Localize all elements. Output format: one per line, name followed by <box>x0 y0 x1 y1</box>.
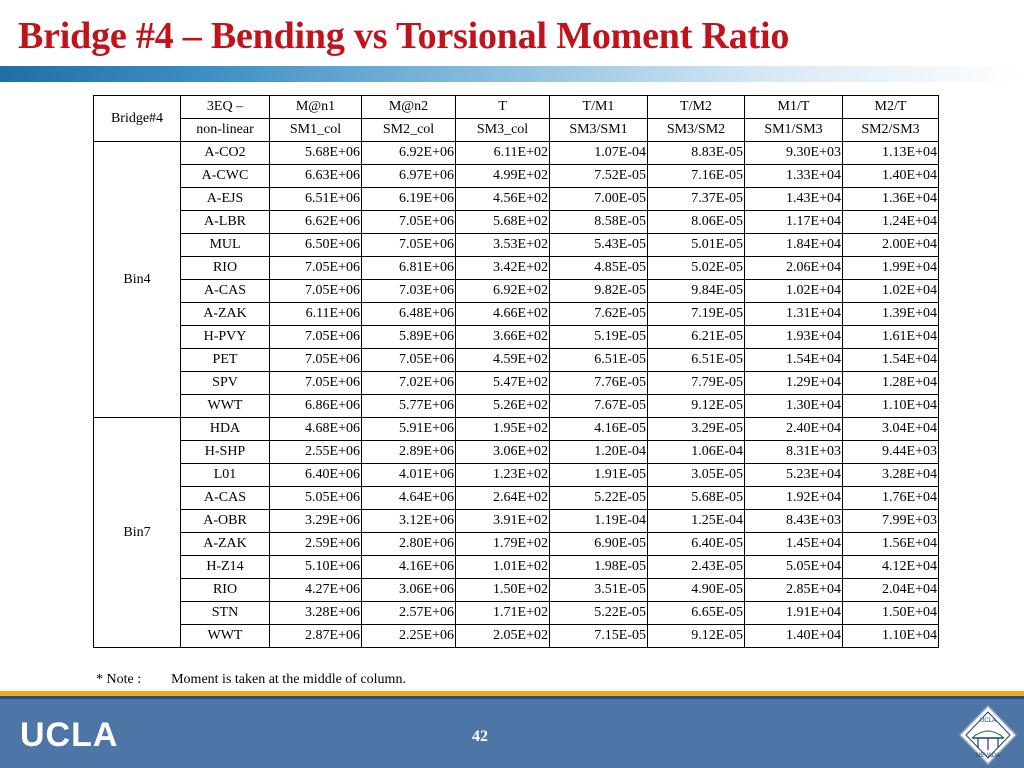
moment-ratio-table <box>93 95 939 648</box>
value-cell: 9.30E+03 <box>745 142 843 165</box>
value-cell: 2.00E+04 <box>843 234 939 257</box>
value-cell: 5.47E+02 <box>456 372 550 395</box>
value-cell: 7.99E+03 <box>843 510 939 533</box>
value-cell: 1.25E-04 <box>648 510 745 533</box>
value-cell: 4.64E+06 <box>362 487 456 510</box>
value-cell: 1.54E+04 <box>843 349 939 372</box>
value-cell: 2.80E+06 <box>362 533 456 556</box>
value-cell: 6.90E-05 <box>550 533 648 556</box>
header-row-1 <box>94 96 939 119</box>
value-cell: 3.06E+06 <box>362 579 456 602</box>
value-cell: 7.05E+06 <box>270 372 362 395</box>
header-cell: SM3/SM1 <box>550 119 648 142</box>
value-cell: 3.28E+06 <box>270 602 362 625</box>
value-cell: 3.29E+06 <box>270 510 362 533</box>
value-cell: 5.05E+06 <box>270 487 362 510</box>
value-cell: 6.51E+06 <box>270 188 362 211</box>
value-cell: 1.28E+04 <box>843 372 939 395</box>
table-row <box>94 257 939 280</box>
value-cell: 5.89E+06 <box>362 326 456 349</box>
value-cell: 1.10E+04 <box>843 395 939 418</box>
table-row <box>94 441 939 464</box>
value-cell: 4.16E+06 <box>362 556 456 579</box>
value-cell: 1.79E+02 <box>456 533 550 556</box>
table-row <box>94 326 939 349</box>
value-cell: 7.05E+06 <box>270 257 362 280</box>
value-cell: 1.92E+04 <box>745 487 843 510</box>
value-cell: 3.28E+04 <box>843 464 939 487</box>
value-cell: 1.61E+04 <box>843 326 939 349</box>
table-row <box>94 303 939 326</box>
header-cell: 3EQ – <box>181 96 270 119</box>
value-cell: 4.68E+06 <box>270 418 362 441</box>
value-cell: 7.52E-05 <box>550 165 648 188</box>
value-cell: 6.11E+06 <box>270 303 362 326</box>
record-name-cell: WWT <box>181 395 270 418</box>
table-row <box>94 487 939 510</box>
table-row <box>94 188 939 211</box>
value-cell: 2.64E+02 <box>456 487 550 510</box>
note-text: Moment is taken at the middle of column. <box>171 672 406 687</box>
note-label: * Note : <box>96 672 142 687</box>
value-cell: 7.05E+06 <box>270 280 362 303</box>
value-cell: 7.19E-05 <box>648 303 745 326</box>
value-cell: 6.92E+06 <box>362 142 456 165</box>
value-cell: 7.15E-05 <box>550 625 648 648</box>
footer-bar <box>0 699 1024 768</box>
value-cell: 6.19E+06 <box>362 188 456 211</box>
record-name-cell: RIO <box>181 579 270 602</box>
value-cell: 1.19E-04 <box>550 510 648 533</box>
record-name-cell: RIO <box>181 257 270 280</box>
record-name-cell: A-ZAK <box>181 303 270 326</box>
footnote <box>96 672 406 688</box>
value-cell: 5.91E+06 <box>362 418 456 441</box>
value-cell: 2.89E+06 <box>362 441 456 464</box>
value-cell: 7.05E+06 <box>270 349 362 372</box>
value-cell: 4.56E+02 <box>456 188 550 211</box>
value-cell: 7.05E+06 <box>362 211 456 234</box>
value-cell: 3.42E+02 <box>456 257 550 280</box>
value-cell: 1.40E+04 <box>843 165 939 188</box>
value-cell: 1.91E+04 <box>745 602 843 625</box>
header-cell: M@n1 <box>270 96 362 119</box>
value-cell: 5.22E-05 <box>550 487 648 510</box>
header-cell: Bridge#4 <box>94 96 181 142</box>
record-name-cell: A-LBR <box>181 211 270 234</box>
table-row <box>94 533 939 556</box>
table-row <box>94 418 939 441</box>
value-cell: 6.50E+06 <box>270 234 362 257</box>
value-cell: 1.43E+04 <box>745 188 843 211</box>
value-cell: 4.59E+02 <box>456 349 550 372</box>
value-cell: 2.04E+04 <box>843 579 939 602</box>
value-cell: 1.95E+02 <box>456 418 550 441</box>
value-cell: 4.12E+04 <box>843 556 939 579</box>
value-cell: 1.02E+04 <box>745 280 843 303</box>
value-cell: 1.10E+04 <box>843 625 939 648</box>
value-cell: 8.31E+03 <box>745 441 843 464</box>
value-cell: 6.81E+06 <box>362 257 456 280</box>
value-cell: 3.66E+02 <box>456 326 550 349</box>
value-cell: 2.43E-05 <box>648 556 745 579</box>
table-row <box>94 556 939 579</box>
table-row <box>94 349 939 372</box>
value-cell: 3.91E+02 <box>456 510 550 533</box>
value-cell: 5.43E-05 <box>550 234 648 257</box>
slide-title: Bridge #4 – Bending vs Torsional Moment Ratio <box>18 15 790 57</box>
value-cell: 3.29E-05 <box>648 418 745 441</box>
value-cell: 1.71E+02 <box>456 602 550 625</box>
value-cell: 2.59E+06 <box>270 533 362 556</box>
header-cell: SM3/SM2 <box>648 119 745 142</box>
value-cell: 1.50E+04 <box>843 602 939 625</box>
value-cell: 6.51E-05 <box>550 349 648 372</box>
value-cell: 3.04E+04 <box>843 418 939 441</box>
header-cell: T/M2 <box>648 96 745 119</box>
record-name-cell: A-OBR <box>181 510 270 533</box>
value-cell: 6.86E+06 <box>270 395 362 418</box>
value-cell: 1.54E+04 <box>745 349 843 372</box>
record-name-cell: WWT <box>181 625 270 648</box>
value-cell: 2.06E+04 <box>745 257 843 280</box>
value-cell: 1.29E+04 <box>745 372 843 395</box>
value-cell: 1.20E-04 <box>550 441 648 464</box>
value-cell: 6.40E+06 <box>270 464 362 487</box>
value-cell: 8.06E-05 <box>648 211 745 234</box>
title-underline-bar <box>0 66 1024 82</box>
header-cell: SM1/SM3 <box>745 119 843 142</box>
header-cell: SM2_col <box>362 119 456 142</box>
value-cell: 5.19E-05 <box>550 326 648 349</box>
header-cell: SM1_col <box>270 119 362 142</box>
ucla-logo: UCLA <box>20 716 119 754</box>
value-cell: 4.01E+06 <box>362 464 456 487</box>
header-cell: SM3_col <box>456 119 550 142</box>
value-cell: 4.90E-05 <box>648 579 745 602</box>
value-cell: 6.62E+06 <box>270 211 362 234</box>
value-cell: 3.05E-05 <box>648 464 745 487</box>
value-cell: 1.02E+04 <box>843 280 939 303</box>
value-cell: 2.87E+06 <box>270 625 362 648</box>
value-cell: 4.85E-05 <box>550 257 648 280</box>
header-cell: T/M1 <box>550 96 648 119</box>
record-name-cell: SPV <box>181 372 270 395</box>
page-number: 42 <box>472 728 488 745</box>
value-cell: 2.85E+04 <box>745 579 843 602</box>
value-cell: 1.84E+04 <box>745 234 843 257</box>
value-cell: 3.53E+02 <box>456 234 550 257</box>
value-cell: 1.40E+04 <box>745 625 843 648</box>
value-cell: 7.79E-05 <box>648 372 745 395</box>
value-cell: 3.12E+06 <box>362 510 456 533</box>
value-cell: 5.10E+06 <box>270 556 362 579</box>
value-cell: 7.62E-05 <box>550 303 648 326</box>
value-cell: 7.05E+06 <box>362 349 456 372</box>
value-cell: 7.00E-05 <box>550 188 648 211</box>
moment-ratio-table-container <box>93 95 939 648</box>
value-cell: 8.83E-05 <box>648 142 745 165</box>
value-cell: 9.12E-05 <box>648 625 745 648</box>
value-cell: 7.05E+06 <box>270 326 362 349</box>
value-cell: 9.84E-05 <box>648 280 745 303</box>
nees-emblem-icon <box>958 704 1018 766</box>
value-cell: 1.24E+04 <box>843 211 939 234</box>
value-cell: 2.55E+06 <box>270 441 362 464</box>
value-cell: 1.76E+04 <box>843 487 939 510</box>
value-cell: 9.82E-05 <box>550 280 648 303</box>
record-name-cell: H-Z14 <box>181 556 270 579</box>
value-cell: 1.50E+02 <box>456 579 550 602</box>
value-cell: 6.97E+06 <box>362 165 456 188</box>
record-name-cell: L01 <box>181 464 270 487</box>
value-cell: 1.99E+04 <box>843 257 939 280</box>
value-cell: 2.25E+06 <box>362 625 456 648</box>
value-cell: 6.51E-05 <box>648 349 745 372</box>
table-row <box>94 372 939 395</box>
value-cell: 6.92E+02 <box>456 280 550 303</box>
value-cell: 4.16E-05 <box>550 418 648 441</box>
record-name-cell: A-ZAK <box>181 533 270 556</box>
value-cell: 9.44E+03 <box>843 441 939 464</box>
value-cell: 6.63E+06 <box>270 165 362 188</box>
header-cell: M1/T <box>745 96 843 119</box>
table-row <box>94 602 939 625</box>
value-cell: 1.98E-05 <box>550 556 648 579</box>
table-row <box>94 395 939 418</box>
value-cell: 1.36E+04 <box>843 188 939 211</box>
value-cell: 2.40E+04 <box>745 418 843 441</box>
record-name-cell: PET <box>181 349 270 372</box>
value-cell: 7.67E-05 <box>550 395 648 418</box>
value-cell: 9.12E-05 <box>648 395 745 418</box>
value-cell: 5.68E-05 <box>648 487 745 510</box>
value-cell: 5.22E-05 <box>550 602 648 625</box>
value-cell: 5.68E+02 <box>456 211 550 234</box>
value-cell: 4.66E+02 <box>456 303 550 326</box>
table-row <box>94 464 939 487</box>
header-cell: M2/T <box>843 96 939 119</box>
emblem-text-bottom: NEVADA <box>975 753 1001 759</box>
value-cell: 4.27E+06 <box>270 579 362 602</box>
value-cell: 7.16E-05 <box>648 165 745 188</box>
value-cell: 6.21E-05 <box>648 326 745 349</box>
record-name-cell: MUL <box>181 234 270 257</box>
value-cell: 5.02E-05 <box>648 257 745 280</box>
table-row <box>94 165 939 188</box>
header-cell: T <box>456 96 550 119</box>
value-cell: 5.77E+06 <box>362 395 456 418</box>
table-row <box>94 211 939 234</box>
value-cell: 6.48E+06 <box>362 303 456 326</box>
value-cell: 5.26E+02 <box>456 395 550 418</box>
bin-label: Bin7 <box>94 418 181 648</box>
value-cell: 8.58E-05 <box>550 211 648 234</box>
header-cell: SM2/SM3 <box>843 119 939 142</box>
table-row <box>94 280 939 303</box>
value-cell: 5.05E+04 <box>745 556 843 579</box>
table-row <box>94 579 939 602</box>
value-cell: 1.23E+02 <box>456 464 550 487</box>
value-cell: 7.02E+06 <box>362 372 456 395</box>
header-row-2 <box>94 119 939 142</box>
emblem-text-top: UCLA <box>979 718 997 724</box>
table-row <box>94 625 939 648</box>
value-cell: 1.01E+02 <box>456 556 550 579</box>
bin-label: Bin4 <box>94 142 181 418</box>
value-cell: 8.43E+03 <box>745 510 843 533</box>
record-name-cell: A-CAS <box>181 487 270 510</box>
table-row <box>94 142 939 165</box>
value-cell: 7.76E-05 <box>550 372 648 395</box>
value-cell: 5.68E+06 <box>270 142 362 165</box>
value-cell: 1.91E-05 <box>550 464 648 487</box>
value-cell: 7.37E-05 <box>648 188 745 211</box>
header-cell: non-linear <box>181 119 270 142</box>
value-cell: 2.57E+06 <box>362 602 456 625</box>
record-name-cell: H-PVY <box>181 326 270 349</box>
value-cell: 1.56E+04 <box>843 533 939 556</box>
record-name-cell: A-CO2 <box>181 142 270 165</box>
value-cell: 7.03E+06 <box>362 280 456 303</box>
record-name-cell: A-EJS <box>181 188 270 211</box>
record-name-cell: STN <box>181 602 270 625</box>
value-cell: 6.11E+02 <box>456 142 550 165</box>
value-cell: 1.06E-04 <box>648 441 745 464</box>
value-cell: 1.93E+04 <box>745 326 843 349</box>
record-name-cell: A-CWC <box>181 165 270 188</box>
table-row <box>94 510 939 533</box>
value-cell: 4.99E+02 <box>456 165 550 188</box>
value-cell: 1.13E+04 <box>843 142 939 165</box>
value-cell: 1.30E+04 <box>745 395 843 418</box>
value-cell: 3.06E+02 <box>456 441 550 464</box>
value-cell: 7.05E+06 <box>362 234 456 257</box>
value-cell: 1.33E+04 <box>745 165 843 188</box>
value-cell: 3.51E-05 <box>550 579 648 602</box>
value-cell: 1.39E+04 <box>843 303 939 326</box>
value-cell: 6.40E-05 <box>648 533 745 556</box>
value-cell: 5.01E-05 <box>648 234 745 257</box>
value-cell: 1.45E+04 <box>745 533 843 556</box>
record-name-cell: HDA <box>181 418 270 441</box>
record-name-cell: H-SHP <box>181 441 270 464</box>
value-cell: 1.17E+04 <box>745 211 843 234</box>
record-name-cell: A-CAS <box>181 280 270 303</box>
value-cell: 1.31E+04 <box>745 303 843 326</box>
value-cell: 6.65E-05 <box>648 602 745 625</box>
value-cell: 2.05E+02 <box>456 625 550 648</box>
table-row <box>94 234 939 257</box>
value-cell: 1.07E-04 <box>550 142 648 165</box>
value-cell: 5.23E+04 <box>745 464 843 487</box>
header-cell: M@n2 <box>362 96 456 119</box>
